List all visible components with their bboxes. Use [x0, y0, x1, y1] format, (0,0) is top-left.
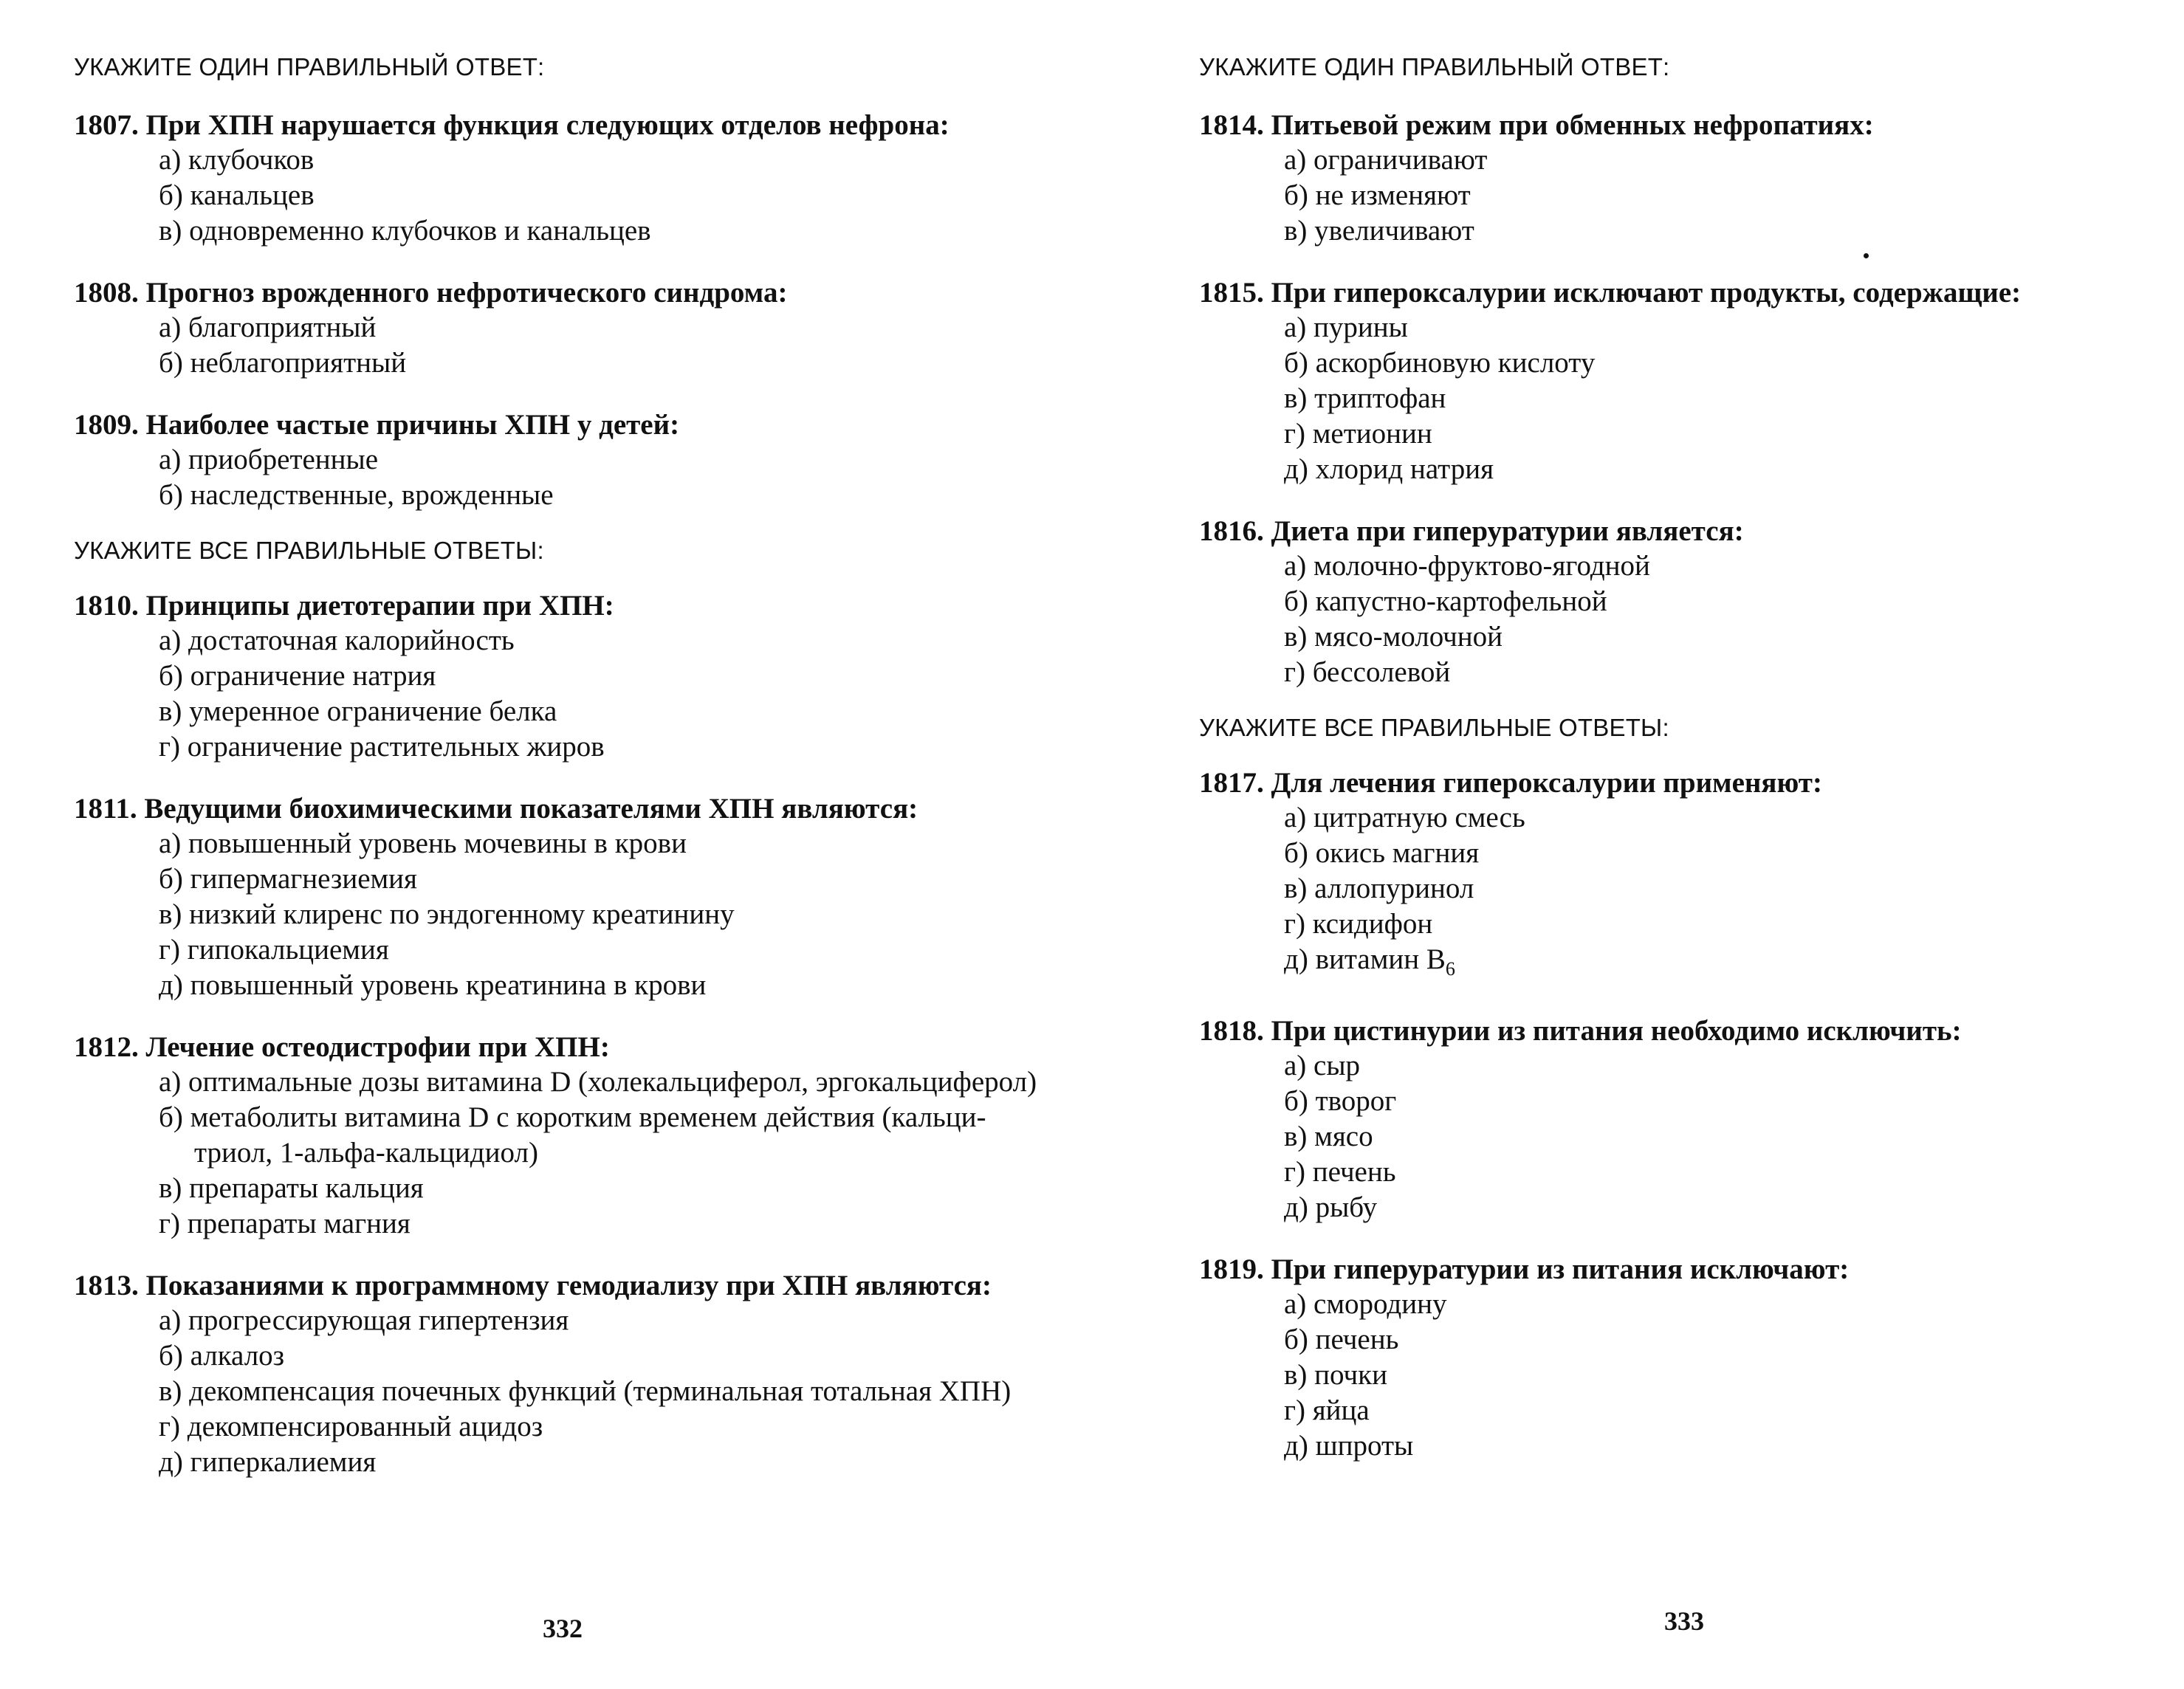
answer-option: д) хлорид натрия [1284, 453, 1494, 485]
answer-option: г) препараты магния [159, 1208, 411, 1239]
answer-option: в) почки [1284, 1358, 1387, 1391]
question-title: 1813. Показаниями к программному гемодиализу при ХПН являются: [74, 1270, 992, 1301]
answer-options [74, 1303, 1092, 1480]
question-1815 [1199, 275, 2184, 487]
answer-option: в) триптофан [1284, 382, 1446, 414]
answer-option: д) шпроты [1284, 1429, 1414, 1462]
answer-option: в) декомпенсация почечных функций (терминальная тотальная ХПН) [159, 1375, 1012, 1407]
question-title: 1809. Наиболее частые причины ХПН у детей: [74, 409, 680, 441]
answer-option: а) оптимальные дозы витамина D (холекальциферол, эргокальциферол) [159, 1066, 1037, 1098]
answer-option: д) рыбу [1284, 1191, 1378, 1223]
question-title: 1815. При гипероксалурии исключают продукты, содержащие: [1199, 277, 2022, 309]
answer-option: а) смородину [1284, 1287, 1447, 1320]
answer-option: г) бессолевой [1284, 656, 1451, 688]
question-title: 1817. Для лечения гипероксалурии применяют: [1199, 767, 1822, 799]
answer-option: б) печень [1284, 1323, 1399, 1355]
answer-option: б) аскорбиновую кислоту [1284, 347, 1596, 379]
question-title: 1814. Питьевой режим при обменных нефропатиях: [1199, 109, 1874, 141]
answer-option: б) капустно-картофельной [1284, 585, 1607, 617]
answer-option: в) увеличивают [1284, 215, 1474, 247]
answer-option: б) окись магния [1284, 837, 1480, 869]
answer-options [1199, 310, 2184, 487]
question-1813 [74, 1268, 1092, 1480]
answer-options [1199, 1287, 2184, 1464]
answer-option: г) ограничение растительных жиров [159, 731, 605, 763]
question-1807 [74, 108, 1092, 249]
option-continuation-text: триол, 1-альфа-кальцидиол) [194, 1137, 538, 1169]
answer-option: в) мясо [1284, 1120, 1373, 1152]
answer-option: б) наследственные, врожденные [159, 479, 554, 511]
question-title: 1810. Принципы диетотерапии при ХПН: [74, 590, 614, 622]
question-1810 [74, 588, 1092, 765]
answer-option: а) прогрессирующая гипертензия [159, 1304, 569, 1336]
answer-option: а) ограничивают [1284, 144, 1488, 176]
answer-options [1199, 800, 2184, 987]
answer-option: г) печень [1284, 1155, 1396, 1188]
question-1809 [74, 407, 1092, 513]
answer-option: а) повышенный уровень мочевины в крови [159, 828, 687, 859]
question-title: 1811. Ведущими биохимическими показателями ХПН являются: [74, 793, 918, 825]
answer-option-continuation [159, 1135, 1092, 1171]
answer-option: в) низкий клиренс по эндогенному креатинину [159, 898, 735, 930]
question-1808 [74, 275, 1092, 381]
question-title: 1818. При цистинурии из питания необходимо исключить: [1199, 1014, 1962, 1047]
answer-option: б) не изменяют [1284, 179, 1471, 211]
answer-option: б) алкалоз [159, 1340, 285, 1372]
answer-option: д) повышенный уровень креатинина в крови [159, 969, 707, 1001]
question-title: 1807. При ХПН нарушается функция следующих отделов нефрона: [74, 109, 950, 141]
answer-option: б) ограничение натрия [159, 660, 436, 692]
answer-option: в) препараты кальция [159, 1172, 424, 1204]
question-title: 1808. Прогноз врожденного нефротического синдрома: [74, 277, 788, 309]
answer-option: в) одновременно клубочков и канальцев [159, 215, 651, 247]
question-1816 [1199, 514, 2184, 690]
page-number: 332 [543, 1614, 583, 1643]
answer-option: б) метаболиты витамина D с коротким временем действия (кальци- [159, 1101, 986, 1133]
answer-options [1199, 548, 2184, 690]
answer-option: б) канальцев [159, 179, 315, 211]
answer-option: в) умеренное ограничение белка [159, 695, 557, 727]
answer-options [74, 310, 1092, 381]
answer-option: в) аллопуринол [1284, 873, 1474, 904]
subscript: 6 [1445, 957, 1455, 980]
instruction-single-answer: УКАЖИТЕ ОДИН ПРАВИЛЬНЫЙ ОТВЕТ: [1199, 53, 1670, 80]
question-title: 1812. Лечение остеодистрофии при ХПН: [74, 1031, 610, 1063]
answer-option: а) цитратную смесь [1284, 802, 1525, 833]
answer-option: б) неблагоприятный [159, 347, 407, 379]
answer-option: г) метионин [1284, 418, 1432, 450]
answer-option [1284, 942, 2184, 987]
answer-option: б) гипермагнезиемия [159, 863, 417, 895]
answer-option: а) пурины [1284, 312, 1408, 343]
question-1819 [1199, 1252, 2184, 1464]
answer-options [1199, 142, 2184, 249]
page-number: 333 [1664, 1606, 1704, 1636]
instruction-single-answer: УКАЖИТЕ ОДИН ПРАВИЛЬНЫЙ ОТВЕТ: [74, 53, 545, 80]
answer-options [1199, 1048, 2184, 1225]
question-1814 [1199, 108, 2184, 249]
answer-option: д) гиперкалиемия [159, 1446, 377, 1478]
question-1818 [1199, 1014, 2184, 1225]
question-1812 [74, 1030, 1092, 1242]
instruction-multiple-answers: УКАЖИТЕ ВСЕ ПРАВИЛЬНЫЕ ОТВЕТЫ: [1199, 714, 1669, 741]
answer-option: а) благоприятный [159, 312, 377, 343]
answer-options [74, 623, 1092, 765]
print-speck [1864, 253, 1869, 258]
question-title: 1819. При гиперуратурии из питания исключают: [1199, 1253, 1850, 1285]
answer-option: г) декомпенсированный ацидоз [159, 1411, 543, 1442]
question-title: 1816. Диета при гиперуратурии является: [1199, 515, 1744, 547]
question-1811 [74, 791, 1092, 1003]
answer-option: а) сыр [1284, 1049, 1361, 1081]
answer-options [74, 1064, 1092, 1242]
answer-option: г) яйца [1284, 1394, 1370, 1426]
answer-option: г) гипокальциемия [159, 934, 389, 966]
answer-option: а) достаточная калорийность [159, 625, 515, 656]
answer-option: б) творог [1284, 1084, 1397, 1117]
question-1817 [1199, 766, 2184, 987]
answer-option: а) клубочков [159, 144, 315, 176]
option-text: д) витамин B [1284, 943, 1446, 975]
answer-option: а) приобретенные [159, 444, 379, 475]
right-page [1092, 0, 2184, 1689]
instruction-multiple-answers: УКАЖИТЕ ВСЕ ПРАВИЛЬНЫЕ ОТВЕТЫ: [74, 537, 544, 564]
answer-option: в) мясо-молочной [1284, 621, 1503, 653]
answer-option: г) ксидифон [1284, 908, 1433, 940]
answer-option: а) молочно-фруктово-ягодной [1284, 550, 1650, 582]
answer-options [74, 142, 1092, 249]
answer-options [74, 442, 1092, 513]
answer-options [74, 826, 1092, 1003]
